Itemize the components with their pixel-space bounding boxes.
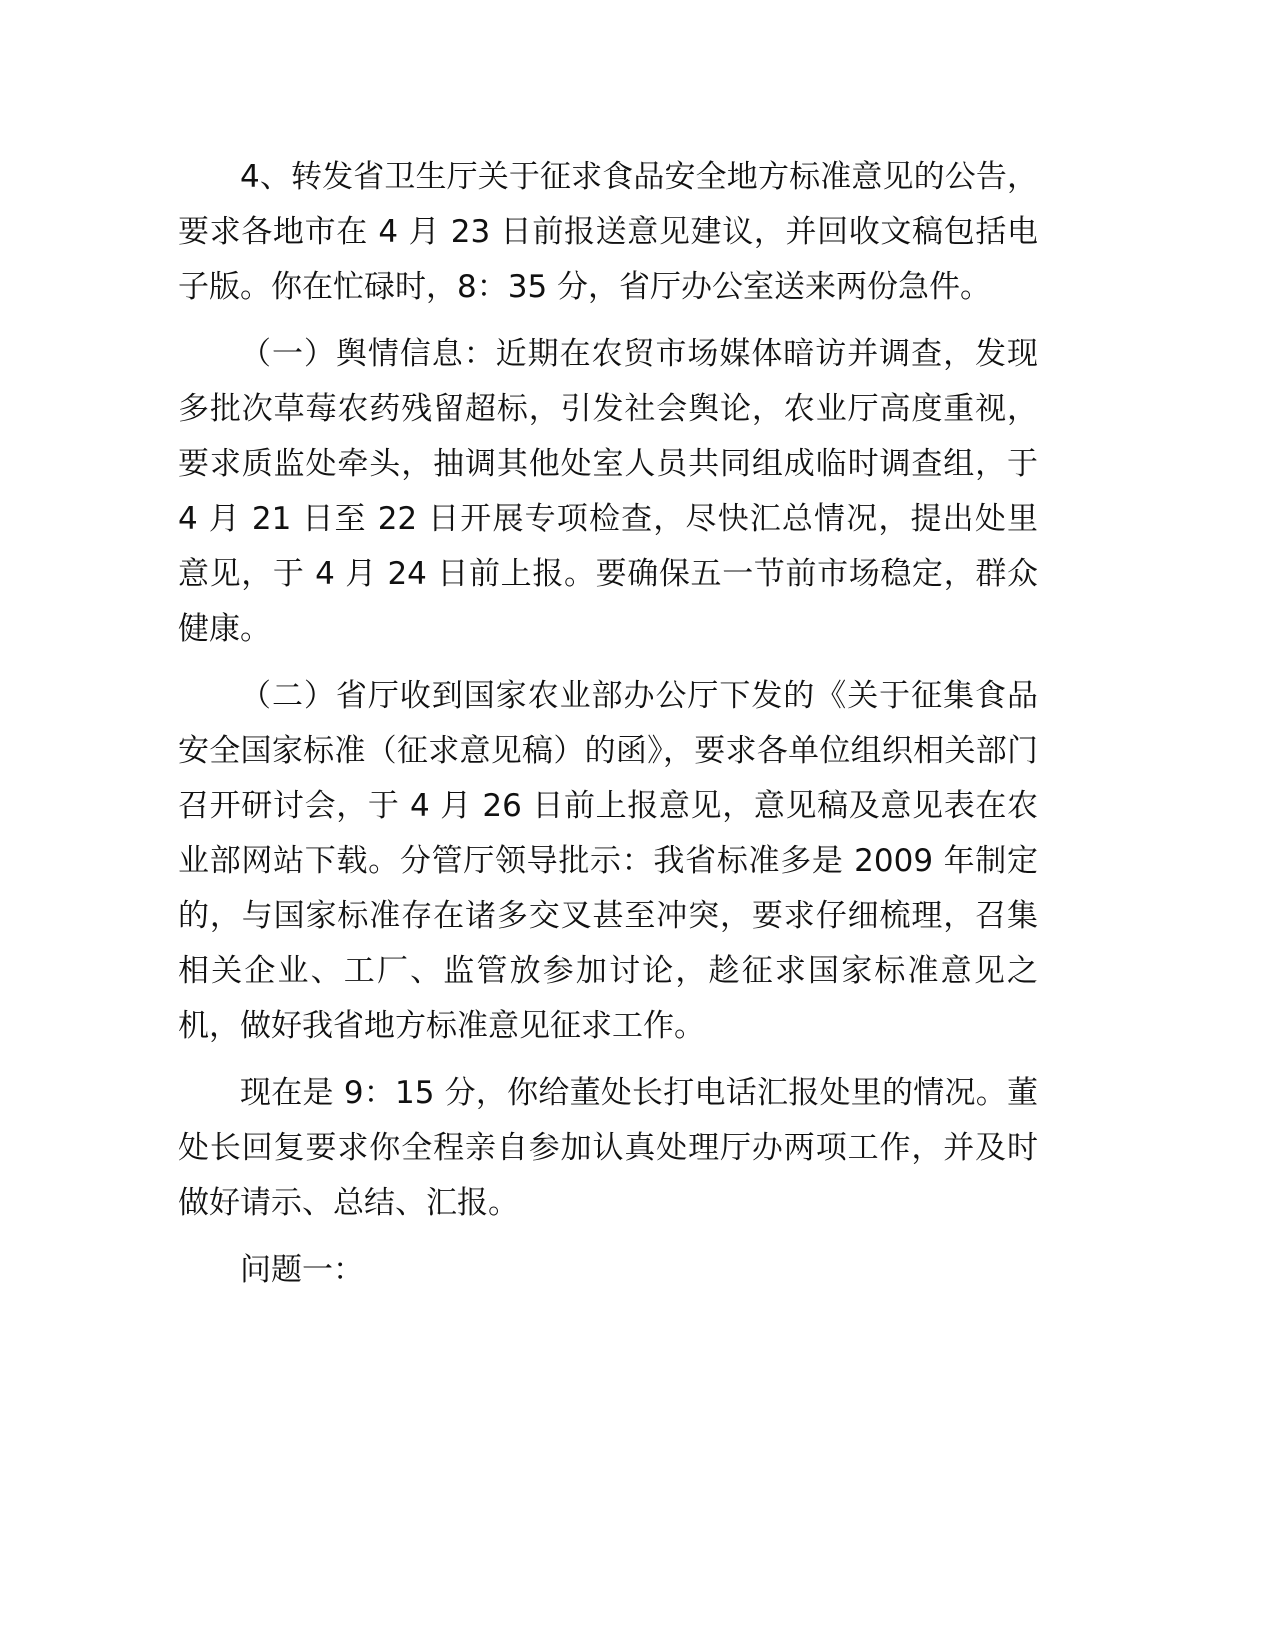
question-one-heading: 问题一： (240, 1252, 364, 1288)
paragraph-public-opinion: （一）舆情信息：近期在农贸市场媒体暗访并调查，发现多批次草莓农药残留超标，引发社会舆论，农业厅高度重视，要求质监处牵头，抽调其他处室人员共同组成临时调查组，于 4 月 21 日至 22 日开展专项检查，尽快汇总情况，提出处里意见，于 4 月 24 日前上报。要确保五一节前市场稳定，群众健康。 (178, 336, 1038, 647)
paragraph-standards-letter: （二）省厅收到国家农业部办公厅下发的《关于征集食品安全国家标准（征求意见稿）的函》，要求各单位组织相关部门召开研讨会，于 4 月 26 日前上报意见，意见稿及意见表在农业部网站下载。分管厅领导批示：我省标准多是 2009 年制定的，与国家标准存在诸多交叉甚至冲突，要求仔细梳理，召集相关企业、工厂、监管放参加讨论，趁征求国家标准意见之机，做好我省地方标准意见征求工作。 (178, 678, 1038, 1044)
paragraph-item-4: 4、转发省卫生厅关于征求食品安全地方标准意见的公告，要求各地市在 4 月 23 日前报送意见建议，并回收文稿包括电子版。你在忙碌时，8：35 分，省厅办公室送来两份急件。 (178, 159, 1038, 305)
paragraph-phone-report: 现在是 9：15 分，你给董处长打电话汇报处里的情况。董处长回复要求你全程亲自参加认真处理厅办两项工作，并及时做好请示、总结、汇报。 (178, 1075, 1038, 1221)
document-page (178, 150, 1038, 1310)
